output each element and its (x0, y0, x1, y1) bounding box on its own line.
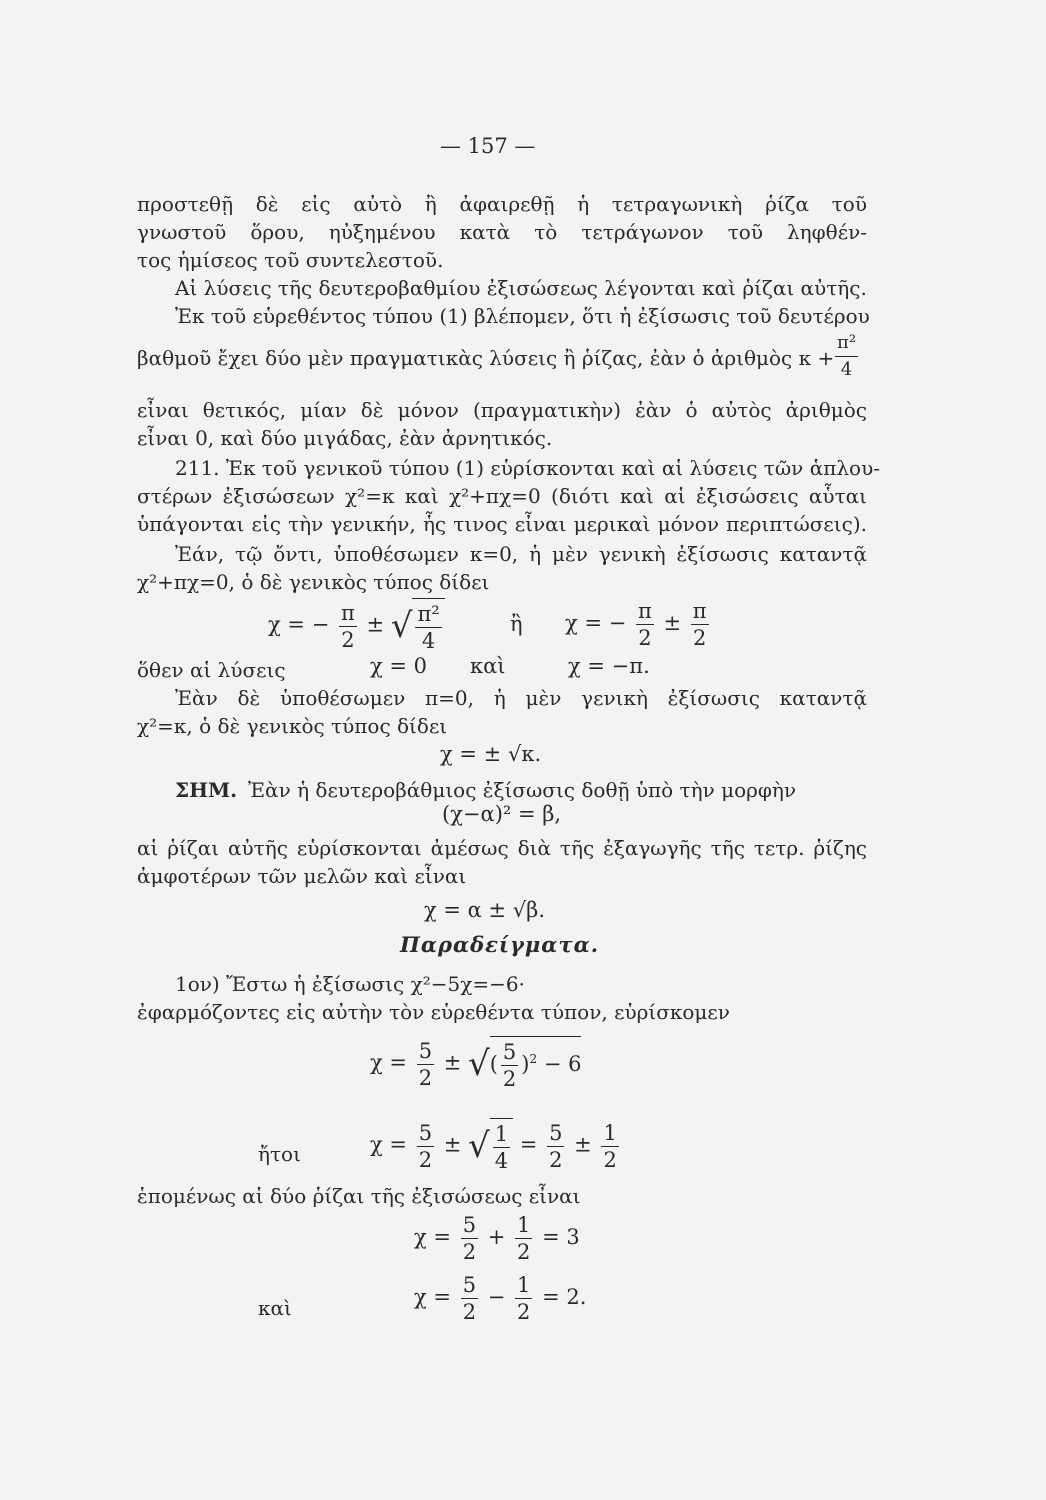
text-line: ἐφαρμόζοντες εἰς αὐτὴν τὸν εὑρεθέντα τύπον, εὑρίσκομεν (137, 1000, 730, 1024)
square-root: √( $\frac{5}{2}$ )$^2$ − 6 (468, 1036, 581, 1092)
fraction-1-over-2 (601, 1120, 618, 1173)
plus-minus: ± (663, 611, 682, 635)
and-word: καὶ (470, 654, 506, 678)
fraction-pi2-over-4 (835, 330, 858, 383)
text-line: εἶναι θετικός, μίαν δὲ μόνον (πραγματικὴν) ἐὰν ὁ αὐτὸς ἀριθμὸς (137, 398, 867, 422)
fraction-pi-over-2 (636, 598, 654, 651)
plus-minus: ± (574, 1132, 592, 1157)
equals-sign: = (519, 1132, 538, 1157)
eq-lhs: χ = (565, 611, 602, 635)
numerator: 5 (462, 1273, 477, 1297)
text-line: καὶ (258, 1296, 292, 1320)
numerator: π (637, 599, 652, 623)
text-line: ἀμφοτέρων τῶν μελῶν καὶ εἶναι (137, 864, 467, 888)
equation-example-step1 (370, 1036, 581, 1092)
equation-sqrt-k: χ = ± √κ. (440, 742, 542, 766)
numerator: 1 (517, 1213, 531, 1237)
plus-minus: ± (366, 612, 385, 637)
numerator: π (340, 600, 355, 625)
denominator: 4 (840, 359, 853, 380)
numerator: 1 (603, 1120, 617, 1145)
minus-six: − 6 (543, 1052, 582, 1076)
eq-lhs: χ = (414, 1225, 451, 1249)
fraction-pi-over-2 (339, 600, 357, 653)
radical-icon: √ (468, 1044, 490, 1084)
fraction-1-over-2 (515, 1272, 532, 1325)
denominator: 4 (494, 1149, 509, 1173)
numerator: 1 (517, 1273, 531, 1297)
text-line: ἑπομένως αἱ δύο ῥίζαι τῆς ἐξισώσεως εἶναι (137, 1184, 581, 1208)
equation-root2 (414, 1272, 586, 1325)
denominator: 2 (341, 627, 355, 652)
result-three: = 3 (542, 1225, 580, 1249)
text-line: Ἐὰν ἡ δευτεροβάθμιος ἐξίσωσις δοθῇ ὑπὸ τὴν μορφὴν (248, 778, 797, 802)
text-line: αἱ ῥίζαι αὐτῆς εὑρίσκονται ἀμέσως διὰ τῆς ἐξαγωγῆς τῆς τετρ. ῥίζης (137, 836, 867, 860)
numerator: 1 (494, 1122, 509, 1146)
numerator: 5 (502, 1040, 517, 1064)
equation-root-a-b: χ = α ± √β. (424, 898, 545, 922)
numerator: π (692, 599, 707, 623)
text-line: ἤτοι (258, 1142, 301, 1166)
note-label: ΣΗΜ. (175, 778, 238, 802)
section-heading: Παραδείγματα. (400, 932, 600, 957)
fraction-1-over-4 (493, 1121, 510, 1174)
denominator: 2 (418, 1065, 433, 1090)
numerator: π² (417, 602, 440, 626)
text-line: 1ον) Ἔστω ἡ ἐξίσωσις χ²−5χ=−6· (175, 972, 525, 996)
numerator: π² (835, 330, 858, 357)
fraction-1-over-2 (515, 1212, 532, 1265)
page-number: — 157 — (440, 134, 536, 158)
eq-lhs: χ = (268, 612, 305, 637)
text-line: Ἐάν, τῷ ὄντι, ὑποθέσωμεν κ=0, ἡ μὲν γενικὴ ἐξίσωσις καταντᾷ (175, 542, 867, 566)
denominator: 2 (462, 1300, 477, 1324)
numerator: 5 (549, 1120, 563, 1145)
text-line: Αἱ λύσεις τῆς δευτεροβαθμίου ἐξισώσεως λέγονται καὶ ῥίζαι αὐτῆς. (175, 276, 867, 300)
minus-sign: − (487, 1285, 506, 1309)
equation-simplified (565, 598, 712, 651)
text-line: τος ἡμίσεος τοῦ συντελεστοῦ. (137, 248, 444, 272)
equation-root1 (414, 1212, 580, 1265)
plus-sign: + (487, 1225, 506, 1249)
radical-icon: √ (468, 1126, 490, 1166)
square-root (468, 1118, 513, 1174)
solution-minus-pi: χ = −π. (568, 654, 650, 678)
fraction-5-over-2 (501, 1039, 518, 1092)
denominator: 2 (693, 626, 707, 650)
text-line: 211. Ἐκ τοῦ γενικοῦ τύπου (1) εὑρίσκονται καὶ αἱ λύσεις τῶν ἁπλου- (175, 456, 880, 480)
text-line: χ²=κ, ὁ δὲ γενικὸς τύπος δίδει (137, 714, 448, 738)
minus-sign: − (608, 611, 627, 635)
text-line: γνωστοῦ ὅρου, ηὐξημένου κατὰ τὸ τετράγωνον τοῦ ληφθέν- (137, 220, 867, 244)
text-line: στέρων ἐξισώσεων χ²=κ καὶ χ²+πχ=0 (διότι καὶ αἱ ἐξισώσεις αὗται (137, 484, 867, 508)
denominator: 2 (603, 1147, 617, 1172)
numerator: 5 (462, 1213, 477, 1237)
text-line: ὅθεν αἱ λύσεις (137, 658, 286, 682)
numerator: 5 (418, 1120, 433, 1145)
equation-form: (χ−α)² = β, (442, 802, 562, 826)
minus-sign: − (311, 612, 330, 637)
or-word: ἢ (510, 612, 523, 636)
denominator: 2 (462, 1240, 477, 1264)
equation-example-step2 (370, 1118, 622, 1174)
text-line: Ἐὰν δὲ ὑποθέσωμεν π=0, ἡ μὲν γενικὴ ἐξίσωσις καταντᾷ (175, 686, 867, 710)
denominator: 2 (418, 1147, 433, 1172)
text-line: εἶναι 0, καὶ δύο μιγάδας, ἐὰν ἀρνητικός. (137, 426, 553, 450)
eq-lhs: χ = (414, 1285, 451, 1309)
eq-lhs: χ = (370, 1132, 407, 1157)
fraction-pi2-over-4 (415, 601, 441, 654)
numerator: 5 (418, 1038, 433, 1063)
text-line: Ἐκ τοῦ εὑρεθέντος τύπου (1) βλέπομεν, ὅτι ἡ ἐξίσωσις τοῦ δευτέρου (175, 304, 870, 328)
solution-zero: χ = 0 (370, 654, 428, 678)
fraction-pi-over-2 (691, 598, 709, 651)
text-line: βαθμοῦ ἔχει δύο μὲν πραγματικὰς λύσεις ἢ ῥίζας, ἐὰν ὁ ἀριθμὸς κ + (137, 346, 835, 370)
plus-minus: ± (443, 1050, 462, 1075)
denominator: 2 (638, 626, 652, 650)
fraction-5-over-2 (461, 1272, 478, 1325)
fraction-5-over-2 (547, 1120, 564, 1173)
denominator: 2 (549, 1147, 563, 1172)
equation-general-k0 (268, 598, 445, 654)
fraction-5-over-2 (417, 1120, 434, 1173)
result-two: = 2. (542, 1285, 587, 1309)
square-root (391, 598, 445, 654)
radical-icon: √ (390, 606, 413, 646)
denominator: 4 (421, 629, 436, 653)
text-line: χ²+πχ=0, ὁ δὲ γενικὸς τύπος δίδει (137, 570, 490, 594)
denominator: 2 (517, 1240, 531, 1264)
text-line: προστεθῇ δὲ εἰς αὐτὸ ἢ ἀφαιρεθῇ ἡ τετραγωνικὴ ῥίζα τοῦ (137, 192, 867, 216)
denominator: 2 (517, 1300, 531, 1324)
plus-minus: ± (443, 1132, 462, 1157)
text-line: ὑπάγονται εἰς τὴν γενικήν, ἧς τινος εἶναι μερικαὶ μόνον περιπτώσεις). (137, 512, 867, 536)
eq-lhs: χ = (370, 1050, 407, 1075)
fraction-5-over-2 (417, 1038, 434, 1091)
fraction-5-over-2 (461, 1212, 478, 1265)
denominator: 2 (502, 1067, 517, 1091)
